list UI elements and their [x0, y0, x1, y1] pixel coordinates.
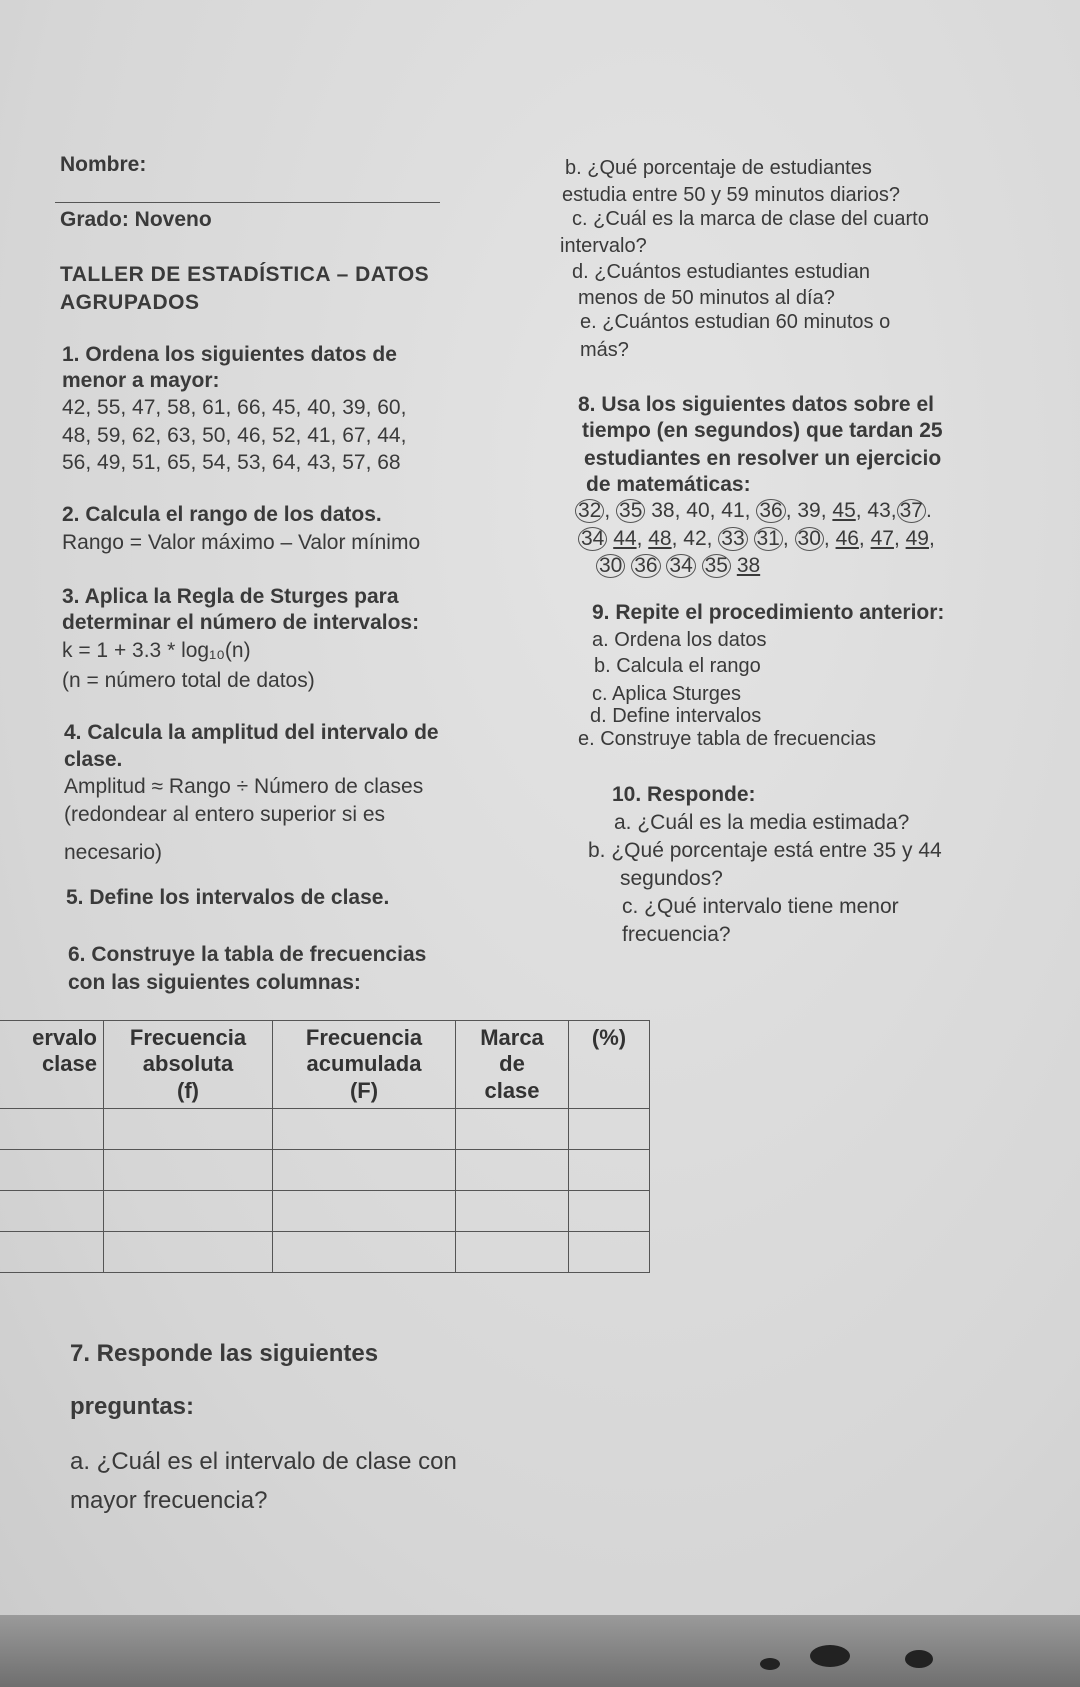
q8-value: 41: [721, 499, 745, 522]
q9-item-b: b. Calcula el rango: [594, 655, 761, 677]
q8-value: 42: [683, 527, 707, 550]
q10-title: 10. Responde:: [612, 783, 756, 806]
q8-title-line1: 8. Usa los siguientes datos sobre el: [578, 393, 934, 416]
q7b-line1: b. ¿Qué porcentaje de estudiantes: [565, 157, 872, 179]
q7e-line2: más?: [580, 339, 629, 361]
q8-data-row1: 32 , 35 38, 40, 41, 36 , 39, 45, 43, 37 .: [575, 498, 932, 523]
q3-formula: k = 1 + 3.3 * log₁₀(n): [62, 639, 251, 662]
table-cell[interactable]: [456, 1109, 569, 1150]
table-cell[interactable]: [569, 1232, 650, 1273]
q3-note: (n = número total de datos): [62, 669, 315, 692]
table-cell[interactable]: [569, 1150, 650, 1191]
ink-smudge: [810, 1645, 850, 1667]
q8-value: 34: [666, 554, 695, 578]
q8-value: 34: [578, 527, 607, 551]
q8-value: 31: [754, 527, 783, 551]
table-row: [0, 1150, 650, 1191]
q8-value: 40: [686, 499, 710, 522]
table-cell[interactable]: [273, 1232, 456, 1273]
table-cell[interactable]: [569, 1191, 650, 1232]
q4-note-line2: necesario): [64, 841, 163, 864]
q1-data-row1: 42, 55, 47, 58, 61, 66, 45, 40, 39, 60,: [62, 396, 407, 419]
table-cell[interactable]: [104, 1109, 273, 1150]
q2-formula: Rango = Valor máximo – Valor mínimo: [62, 531, 421, 554]
q8-data-row2: 34 44, 48, 42, 33 31 , 30 , 46, 47, 49,: [578, 526, 935, 551]
q8-value: 32: [575, 499, 604, 523]
table-cell[interactable]: [456, 1191, 569, 1232]
q7d-line2: menos de 50 minutos al día?: [578, 287, 835, 309]
q8-value: 36: [631, 554, 660, 578]
table-cell[interactable]: [456, 1232, 569, 1273]
q7d-line1: d. ¿Cuántos estudiantes estudian: [572, 261, 870, 283]
table-cell[interactable]: [0, 1191, 104, 1232]
ink-smudge: [905, 1650, 933, 1668]
q9-item-d: d. Define intervalos: [590, 705, 762, 727]
q9-item-a: a. Ordena los datos: [592, 629, 767, 651]
q7e-line1: e. ¿Cuántos estudian 60 minutos o: [580, 311, 891, 333]
q9-item-e: e. Construye tabla de frecuencias: [578, 728, 876, 750]
table-cell[interactable]: [456, 1150, 569, 1191]
table-cell[interactable]: [273, 1191, 456, 1232]
q6-title-line1: 6. Construye la tabla de frecuencias: [68, 943, 427, 966]
table-cell[interactable]: [0, 1232, 104, 1273]
table-cell[interactable]: [104, 1191, 273, 1232]
q8-value: 36: [756, 499, 785, 523]
q3-title-line2: determinar el número de intervalos:: [62, 611, 420, 634]
header-porcentaje: (%): [569, 1021, 650, 1109]
q8-value: 37: [897, 499, 926, 523]
q9-title: 9. Repite el procedimiento anterior:: [592, 601, 945, 624]
q8-value: 38: [736, 554, 761, 577]
frequency-table: [0, 1020, 650, 1273]
q4-formula: Amplitud ≈ Rango ÷ Número de clases: [64, 775, 424, 798]
q10-item-c-line1: c. ¿Qué intervalo tiene menor: [622, 895, 899, 918]
q5-title: 5. Define los intervalos de clase.: [66, 886, 390, 909]
table-row: [0, 1109, 650, 1150]
q8-value: 47: [870, 527, 894, 550]
q7-title-line1: 7. Responde las siguientes: [70, 1340, 379, 1367]
q8-value: 30: [795, 527, 824, 551]
q1-data-row3: 56, 49, 51, 65, 54, 53, 64, 43, 57, 68: [62, 451, 401, 474]
q4-title-line1: 4. Calcula la amplitud del intervalo de: [64, 721, 439, 744]
q1-title-line2: menor a mayor:: [62, 369, 220, 392]
q8-data-row3: [596, 553, 760, 578]
page-title-line1: TALLER DE ESTADÍSTICA – DATOS: [60, 263, 430, 286]
q1-data-row2: 48, 59, 62, 63, 50, 46, 52, 41, 67, 44,: [62, 424, 407, 447]
table-cell[interactable]: [569, 1109, 650, 1150]
header-intervalo: ervalo clase: [0, 1021, 104, 1109]
q10-item-b-line2: segundos?: [620, 867, 723, 890]
q8-value: 43: [867, 499, 891, 522]
table-row: [0, 1191, 650, 1232]
q8-value: 30: [596, 554, 625, 578]
table-cell[interactable]: [0, 1150, 104, 1191]
q8-title-line2: tiempo (en segundos) que tardan 25: [582, 419, 943, 442]
q7-title-line2: preguntas:: [70, 1393, 195, 1420]
q7a-line1: a. ¿Cuál es el intervalo de clase con: [70, 1448, 457, 1475]
q8-value: 39: [797, 499, 821, 522]
nombre-label: Nombre:: [60, 153, 147, 176]
q8-value: 38: [651, 499, 675, 522]
table-cell[interactable]: [104, 1232, 273, 1273]
q8-value: 33: [718, 527, 747, 551]
q2-title: 2. Calcula el rango de los datos.: [62, 503, 382, 526]
table-cell[interactable]: [273, 1109, 456, 1150]
table-cell[interactable]: [0, 1109, 104, 1150]
q1-title-line1: 1. Ordena los siguientes datos de: [62, 343, 397, 366]
q8-value: 48: [648, 527, 672, 550]
header-frecuencia-absoluta: Frecuencia absoluta (f): [104, 1021, 273, 1109]
page-title-line2: AGRUPADOS: [60, 291, 200, 314]
q8-value: 44: [613, 527, 637, 550]
table-cell[interactable]: [104, 1150, 273, 1191]
header-frecuencia-acumulada: Frecuencia acumulada (F): [273, 1021, 456, 1109]
q10-item-c-line2: frecuencia?: [622, 923, 731, 946]
q4-title-line2: clase.: [64, 748, 123, 771]
q4-note-line1: (redondear al entero superior si es: [64, 803, 386, 826]
q9-item-c: c. Aplica Sturges: [592, 683, 741, 705]
table-cell[interactable]: [273, 1150, 456, 1191]
ink-smudge: [760, 1658, 780, 1670]
q7c-line1: c. ¿Cuál es la marca de clase del cuarto: [572, 208, 929, 230]
table-header-row: [0, 1021, 650, 1109]
header-marca-de-clase: Marca de clase: [456, 1021, 569, 1109]
q7b-line2: estudia entre 50 y 59 minutos diarios?: [562, 184, 900, 206]
q3-title-line1: 3. Aplica la Regla de Sturges para: [62, 585, 399, 608]
q8-value: 49: [905, 527, 929, 550]
q6-title-line2: con las siguientes columnas:: [68, 971, 361, 994]
table-row: [0, 1232, 650, 1273]
grado-label: Grado: Noveno: [60, 208, 212, 231]
q7c-line2: intervalo?: [560, 235, 647, 257]
q8-value: 35: [616, 499, 645, 523]
q10-item-a: a. ¿Cuál es la media estimada?: [614, 811, 910, 834]
q8-title-line4: de matemáticas:: [586, 473, 751, 496]
q8-value: 46: [835, 527, 859, 550]
nombre-line: [55, 202, 440, 203]
q8-value: 45: [832, 499, 856, 522]
q8-value: 35: [702, 554, 731, 578]
q7a-line2: mayor frecuencia?: [70, 1487, 268, 1514]
q8-title-line3: estudiantes en resolver un ejercicio: [584, 447, 942, 470]
q10-item-b-line1: b. ¿Qué porcentaje está entre 35 y 44: [588, 839, 942, 862]
